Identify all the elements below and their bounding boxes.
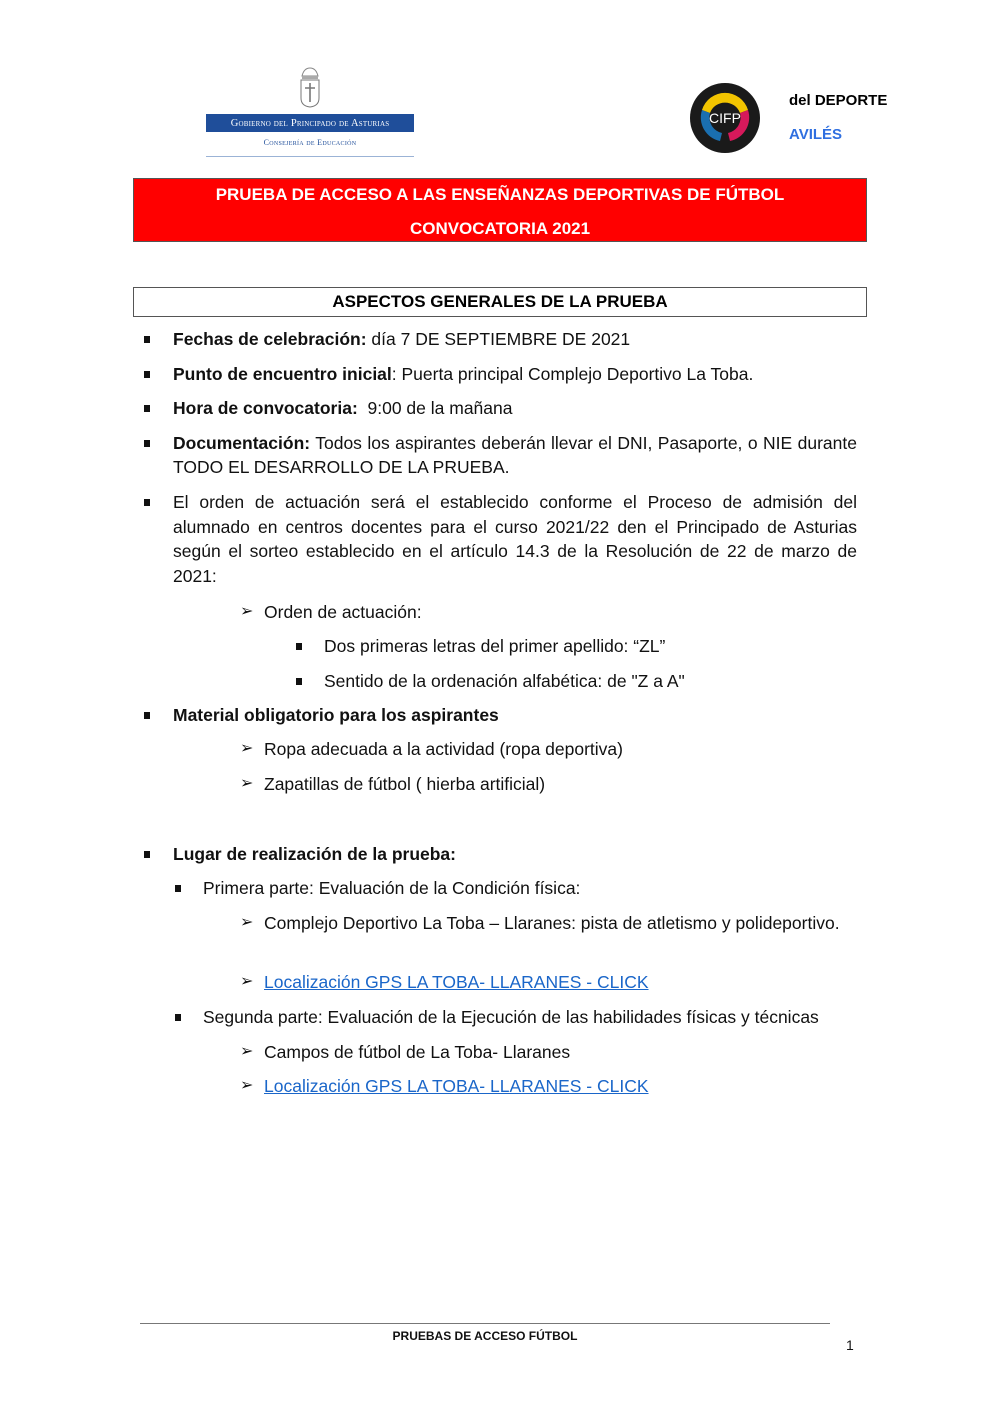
- arrow-bullet-icon: ➢: [240, 740, 254, 757]
- square-bullet-icon: [144, 371, 150, 378]
- square-bullet-icon: [144, 440, 150, 447]
- lugar-part-title: Primera parte: Evaluación de la Condición física:: [203, 878, 581, 898]
- orden-sub-item: Sentido de la ordenación alfabética: de "Z a A": [324, 671, 685, 691]
- lugar-part-title: Segunda parte: Evaluación de la Ejecución de las habilidades físicas y técnicas: [203, 1007, 819, 1027]
- square-bullet-icon: [296, 678, 302, 685]
- square-bullet-icon: [144, 712, 150, 719]
- item-punto-encuentro: [173, 362, 753, 386]
- lugar-part-place: Campos de fútbol de La Toba- Llaranes: [264, 1042, 571, 1062]
- item-lugar: [173, 842, 456, 866]
- item-value: : Puerta principal Complejo Deportivo La Toba.: [391, 364, 754, 384]
- footer-text: PRUEBAS DE ACCESO FÚTBOL: [392, 1329, 578, 1343]
- item-label: Documentación:: [173, 433, 311, 453]
- arrow-bullet-icon: ➢: [240, 603, 254, 620]
- item-orden: El orden de actuación será el establecido conforme el Proceso de admisión del alumnado en centros docentes para el curso 2021/22 den el Principado de Asturias según el sorteo establecido en el artículo 14.3 de la Resolución de 22 de marzo de 2021:: [173, 492, 857, 586]
- gps-link[interactable]: Localización GPS LA TOBA- LLARANES - CLICK: [264, 972, 649, 992]
- title-banner: [133, 178, 867, 242]
- item-label: Lugar de realización de la prueba:: [173, 844, 456, 864]
- item-label: Fechas de celebración:: [173, 329, 367, 349]
- item-value: día 7 DE SEPTIEMBRE DE 2021: [366, 329, 631, 349]
- gov-divider: [206, 156, 414, 157]
- gov-subtitle: Consejería de Educación: [263, 138, 357, 147]
- square-bullet-icon: [296, 643, 302, 650]
- square-bullet-icon: [144, 336, 150, 343]
- item-fechas: [173, 327, 630, 351]
- banner-title: PRUEBA DE ACCESO A LAS ENSEÑANZAS DEPORTIVAS DE FÚTBOL: [215, 185, 785, 204]
- arrow-bullet-icon: ➢: [240, 1077, 254, 1094]
- square-bullet-icon: [175, 885, 181, 892]
- cifp-line2: AVILÉS: [789, 126, 843, 143]
- cifp-emblem: [688, 80, 762, 154]
- item-hora: [173, 396, 512, 420]
- orden-sub-item: Dos primeras letras del primer apellido: “ZL”: [324, 636, 666, 656]
- item-label: Punto de encuentro inicial: [173, 364, 392, 384]
- asturias-crest-icon: [299, 66, 321, 108]
- cifp-line1: del DEPORTE: [789, 92, 888, 109]
- arrow-bullet-icon: ➢: [240, 775, 254, 792]
- section-title: ASPECTOS GENERALES DE LA PRUEBA: [133, 287, 867, 317]
- item-documentacion: [173, 431, 857, 479]
- page-number: 1: [846, 1337, 854, 1353]
- cifp-emblem-text: CIFP: [709, 110, 741, 126]
- lugar-part-place: Complejo Deportivo La Toba – Llaranes: pista de atletismo y polideportivo.: [264, 913, 840, 933]
- square-bullet-icon: [144, 499, 150, 506]
- gobierno-asturias-logo: [206, 66, 414, 160]
- footer-divider: [140, 1323, 830, 1324]
- material-sub-item: Ropa adecuada a la actividad (ropa deportiva): [264, 739, 623, 759]
- item-value: 9:00 de la mañana: [357, 398, 513, 418]
- item-value: Todos los aspirantes deberán llevar el DNI, Pasaporte, o NIE durante TODO EL DESARROLLO DE LA PRUEBA.: [173, 433, 857, 477]
- arrow-bullet-icon: ➢: [240, 973, 254, 990]
- square-bullet-icon: [144, 405, 150, 412]
- item-label: Hora de convocatoria:: [173, 398, 358, 418]
- orden-sub-label: Orden de actuación:: [264, 602, 422, 622]
- arrow-bullet-icon: ➢: [240, 914, 254, 931]
- gov-title: Gobierno del Principado de Asturias: [206, 114, 414, 132]
- square-bullet-icon: [144, 851, 150, 858]
- item-material: [173, 703, 499, 727]
- banner-subtitle: CONVOCATORIA 2021: [409, 219, 591, 238]
- square-bullet-icon: [175, 1014, 181, 1021]
- material-sub-item: Zapatillas de fútbol ( hierba artificial): [264, 774, 546, 794]
- arrow-bullet-icon: ➢: [240, 1043, 254, 1060]
- item-label: Material obligatorio para los aspirantes: [173, 705, 499, 725]
- gps-link[interactable]: Localización GPS LA TOBA- LLARANES - CLICK: [264, 1076, 649, 1096]
